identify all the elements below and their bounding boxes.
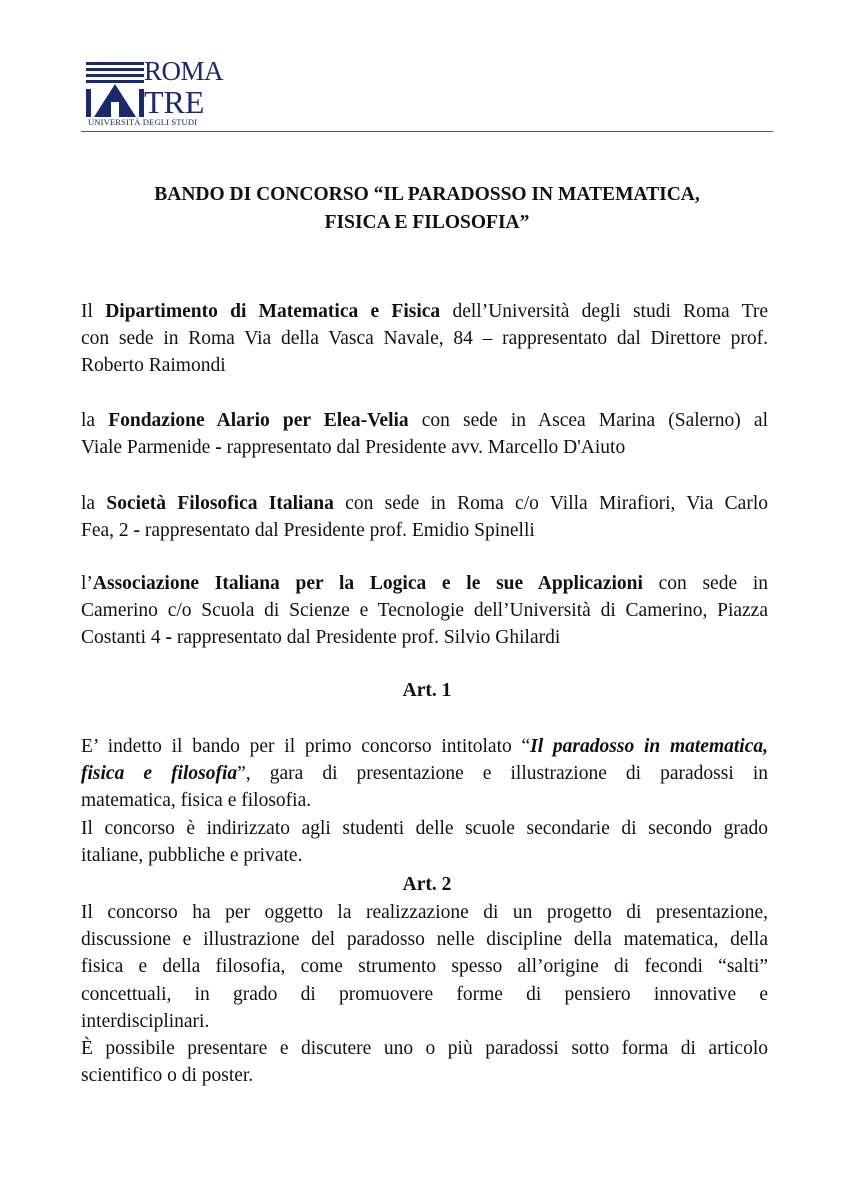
societa-line-1: la Società Filosofica Italiana con sede in Roma c/o Villa Mirafiori, Via Carlo	[81, 493, 768, 514]
header-divider	[81, 131, 773, 132]
art1-line-3: matematica, fisica e filosofia.	[81, 790, 312, 812]
document-title	[81, 181, 773, 237]
party-associazione	[81, 570, 768, 652]
associazione-name: Associazione Italiana per la Logica e le sue Applicazioni	[92, 573, 643, 594]
associazione-line-2: Camerino c/o Scuola di Scienze e Tecnologie dell’Università di Camerino, Piazza	[81, 600, 768, 622]
dept-line-2: con sede in Roma Via della Vasca Navale, 84 – rappresentato dal Direttore prof.	[81, 328, 768, 350]
art1-line-1: E’ indetto il bando per il primo concorso intitolato “Il paradosso in matematica,	[81, 736, 768, 757]
art-1-body	[81, 733, 768, 869]
art1-line-2: fisica e filosofia”, gara di presentazione e illustrazione di paradossi in	[81, 763, 768, 785]
document-header	[81, 56, 773, 132]
art2-line-6: È possibile presentare e discutere uno o più paradossi sotto forma di articolo	[81, 1038, 768, 1060]
associazione-line-3: Costanti 4 - rappresentato dal Presidente prof. Silvio Ghilardi	[81, 627, 561, 649]
dept-name: Dipartimento di Matematica e Fisica	[105, 301, 441, 322]
societa-name: Società Filosofica Italiana	[106, 493, 334, 514]
party-societa	[81, 490, 768, 544]
art1-line-4: Il concorso è indirizzato agli studenti delle scuole secondarie di secondo grado	[81, 817, 768, 839]
art-1-heading: Art. 1	[402, 680, 452, 701]
dept-line-3: Roberto Raimondi	[81, 355, 226, 377]
party-fondazione	[81, 407, 768, 461]
art2-line-2: discussione e illustrazione del paradosso nelle discipline della matematica, della	[81, 929, 768, 951]
art2-line-7: scientifico o di poster.	[81, 1065, 254, 1087]
contest-title-emphasis-2: fisica e filosofia	[81, 763, 238, 785]
art2-line-5: interdisciplinari.	[81, 1010, 210, 1032]
title-line-2: FISICA E FILOSOFIA”	[324, 212, 530, 233]
party-dipartimento	[81, 298, 768, 380]
fondazione-line-2: Viale Parmenide - rappresentato dal Presidente avv. Marcello D'Aiuto	[81, 437, 626, 459]
roma-tre-logo	[86, 56, 224, 128]
logo-roma-text: ROMA	[144, 56, 224, 86]
art1-line-5: italiane, pubbliche e private.	[81, 844, 303, 866]
contest-title-emphasis-1: Il paradosso in matematica,	[530, 736, 768, 757]
logo-tre-text: TRE	[144, 84, 205, 120]
title-line-1: BANDO DI CONCORSO “IL PARADOSSO IN MATEMATICA,	[154, 184, 700, 205]
art-2-heading: Art. 2	[402, 874, 452, 895]
logo-university-text: UNIVERSITÀ DEGLI STUDI	[88, 117, 198, 127]
societa-line-2: Fea, 2 - rappresentato dal Presidente prof. Emidio Spinelli	[81, 520, 535, 542]
roma-tre-emblem-icon	[86, 62, 146, 120]
dept-line-1: Il Dipartimento di Matematica e Fisica dell’Università degli studi Roma Tre	[81, 301, 769, 322]
art2-line-4: concettuali, in grado di promuovere forme di pensiero innovative e	[81, 983, 768, 1005]
fondazione-name: Fondazione Alario per Elea-Velia	[108, 410, 409, 431]
associazione-line-1: l’Associazione Italiana per la Logica e le sue Applicazioni con sede in	[81, 573, 768, 594]
fondazione-line-1: la Fondazione Alario per Elea-Velia con sede in Ascea Marina (Salerno) al	[81, 410, 768, 431]
art2-line-1: Il concorso ha per oggetto la realizzazione di un progetto di presentazione,	[81, 902, 768, 923]
art2-line-3: fisica e della filosofia, come strumento spesso all’origine di fecondi “salti”	[81, 956, 768, 978]
art-2-body	[81, 899, 768, 1089]
